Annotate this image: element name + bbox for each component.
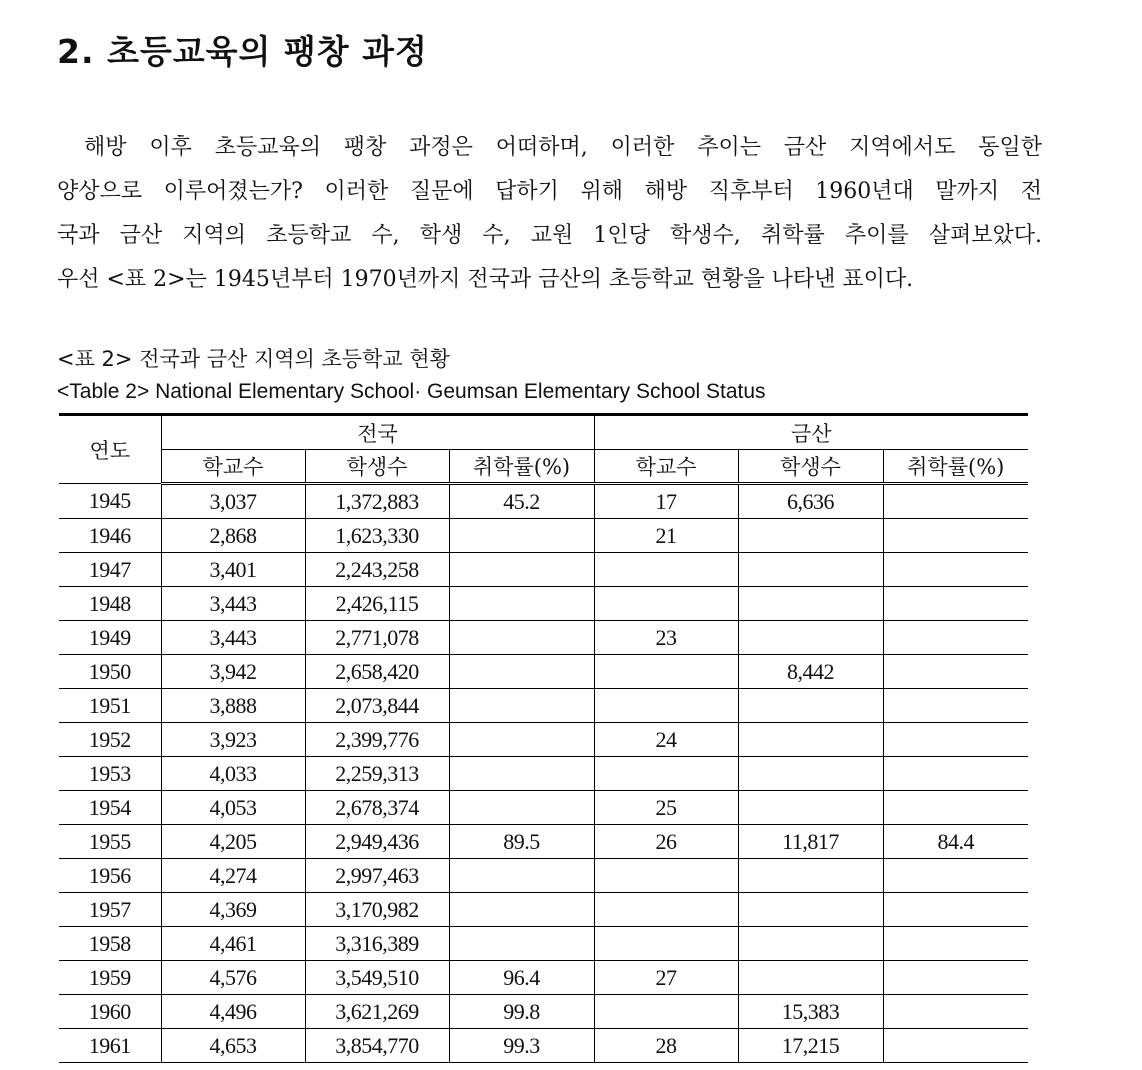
- table-cell: [738, 859, 883, 893]
- table-cell: 3,888: [161, 689, 305, 723]
- table-row: [59, 791, 1028, 825]
- table-cell: [883, 655, 1028, 689]
- table-row: [59, 825, 1028, 859]
- year-cell: 1946: [59, 519, 161, 553]
- table-cell: 1,623,330: [305, 519, 449, 553]
- table-cell: 2,678,374: [305, 791, 449, 825]
- table-cell: [738, 723, 883, 757]
- table-cell: 4,369: [161, 893, 305, 927]
- table-row: [59, 723, 1028, 757]
- table-cell: [738, 519, 883, 553]
- table-cell: 17,215: [738, 1029, 883, 1063]
- table-cell: [738, 553, 883, 587]
- year-cell: 1945: [59, 484, 161, 519]
- year-cell: 1947: [59, 553, 161, 587]
- table-caption-english: <Table 2> National Elementary School· Geumsan Elementary School Status: [57, 380, 766, 403]
- table-cell: 99.3: [449, 1029, 594, 1063]
- table-cell: [449, 587, 594, 621]
- table-cell: [738, 927, 883, 961]
- table-cell: [449, 893, 594, 927]
- table-cell: [883, 519, 1028, 553]
- table-cell: [594, 655, 738, 689]
- table-cell: [449, 791, 594, 825]
- table-cell: 4,205: [161, 825, 305, 859]
- table-cell: [738, 757, 883, 791]
- table-cell: 3,443: [161, 621, 305, 655]
- table-cell: [449, 553, 594, 587]
- table-cell: 11,817: [738, 825, 883, 859]
- table-cell: 28: [594, 1029, 738, 1063]
- section-heading: 2. 초등교육의 팽창 과정: [57, 32, 428, 71]
- year-cell: 1952: [59, 723, 161, 757]
- table-cell: 45.2: [449, 484, 594, 519]
- table-cell: 25: [594, 791, 738, 825]
- table-row: [59, 621, 1028, 655]
- paragraph-line: 국과 금산 지역의 초등학교 수, 학생 수, 교원 1인당 학생수, 취학률 추이를 살펴보았다.: [57, 223, 1042, 248]
- table-cell: 4,274: [161, 859, 305, 893]
- table-cell: [883, 893, 1028, 927]
- table-cell: [594, 859, 738, 893]
- table-cell: [883, 689, 1028, 723]
- table-cell: 3,621,269: [305, 995, 449, 1029]
- table-cell: [594, 927, 738, 961]
- table-row: [59, 484, 1028, 519]
- table-cell: 23: [594, 621, 738, 655]
- table-cell: 4,461: [161, 927, 305, 961]
- table-cell: 2,949,436: [305, 825, 449, 859]
- table-cell: 27: [594, 961, 738, 995]
- table-cell: 2,997,463: [305, 859, 449, 893]
- table-cell: [449, 655, 594, 689]
- year-cell: 1954: [59, 791, 161, 825]
- table-cell: [594, 553, 738, 587]
- table-cell: 4,033: [161, 757, 305, 791]
- table-cell: 89.5: [449, 825, 594, 859]
- table-cell: [449, 519, 594, 553]
- table-row: [59, 893, 1028, 927]
- national-group-header: 전국: [161, 415, 594, 450]
- table-cell: 3,170,982: [305, 893, 449, 927]
- table-row: [59, 587, 1028, 621]
- year-cell: 1955: [59, 825, 161, 859]
- year-cell: 1951: [59, 689, 161, 723]
- table-cell: 3,942: [161, 655, 305, 689]
- year-cell: 1957: [59, 893, 161, 927]
- table-cell: 4,496: [161, 995, 305, 1029]
- table-cell: [594, 689, 738, 723]
- paragraph-line: 양상으로 이루어졌는가? 이러한 질문에 답하기 위해 해방 직후부터 1960년대 말까지 전: [57, 179, 1042, 204]
- table-row: [59, 757, 1028, 791]
- table-cell: 3,401: [161, 553, 305, 587]
- school-status-table: [59, 413, 1028, 1063]
- table-cell: 15,383: [738, 995, 883, 1029]
- year-cell: 1953: [59, 757, 161, 791]
- table-cell: 3,316,389: [305, 927, 449, 961]
- column-header: 학교수: [594, 450, 738, 484]
- table-cell: 4,653: [161, 1029, 305, 1063]
- table-cell: 3,037: [161, 484, 305, 519]
- table-cell: 4,576: [161, 961, 305, 995]
- paragraph-line: 해방 이후 초등교육의 팽창 과정은 어떠하며, 이러한 추이는 금산 지역에서도 동일한: [84, 135, 1042, 160]
- column-header: 취학률(%): [883, 450, 1028, 484]
- table-cell: 3,923: [161, 723, 305, 757]
- year-cell: 1949: [59, 621, 161, 655]
- table-cell: 26: [594, 825, 738, 859]
- table-cell: [883, 995, 1028, 1029]
- column-header: 학생수: [305, 450, 449, 484]
- table-cell: [594, 893, 738, 927]
- table-row: [59, 553, 1028, 587]
- year-header: 연도: [59, 415, 161, 484]
- year-cell: 1950: [59, 655, 161, 689]
- table-cell: [738, 587, 883, 621]
- table-cell: [449, 621, 594, 655]
- table-cell: 4,053: [161, 791, 305, 825]
- table-cell: [738, 689, 883, 723]
- table-row: [59, 655, 1028, 689]
- table-cell: 2,259,313: [305, 757, 449, 791]
- table-cell: 3,443: [161, 587, 305, 621]
- year-cell: 1948: [59, 587, 161, 621]
- table-cell: [883, 757, 1028, 791]
- table-cell: [449, 757, 594, 791]
- table-cell: [883, 723, 1028, 757]
- table-row: [59, 519, 1028, 553]
- table-cell: 6,636: [738, 484, 883, 519]
- table-cell: [594, 757, 738, 791]
- table-cell: [883, 621, 1028, 655]
- table-cell: [449, 859, 594, 893]
- paragraph-line: 우선 <표 2>는 1945년부터 1970년까지 전국과 금산의 초등학교 현황을 나타낸 표이다.: [57, 267, 914, 292]
- table-cell: [594, 995, 738, 1029]
- table-cell: [738, 791, 883, 825]
- column-header: 학생수: [738, 450, 883, 484]
- table-cell: [883, 859, 1028, 893]
- table-cell: 17: [594, 484, 738, 519]
- column-header: 취학률(%): [449, 450, 594, 484]
- table-caption-korean: <표 2> 전국과 금산 지역의 초등학교 현황: [57, 347, 450, 371]
- table-cell: [883, 484, 1028, 519]
- table-cell: 2,243,258: [305, 553, 449, 587]
- table-cell: 2,399,776: [305, 723, 449, 757]
- table-row: [59, 961, 1028, 995]
- table-row: [59, 927, 1028, 961]
- table-cell: 24: [594, 723, 738, 757]
- table-row: [59, 859, 1028, 893]
- table-cell: [883, 1029, 1028, 1063]
- table-body: [59, 484, 1028, 1063]
- year-cell: 1958: [59, 927, 161, 961]
- table-cell: [449, 723, 594, 757]
- table-cell: [883, 961, 1028, 995]
- year-cell: 1961: [59, 1029, 161, 1063]
- table-cell: [738, 961, 883, 995]
- table-cell: [449, 927, 594, 961]
- table-cell: [883, 587, 1028, 621]
- table-cell: 1,372,883: [305, 484, 449, 519]
- table-cell: 99.8: [449, 995, 594, 1029]
- table-cell: 2,658,420: [305, 655, 449, 689]
- year-cell: 1960: [59, 995, 161, 1029]
- table-cell: 3,549,510: [305, 961, 449, 995]
- geumsan-group-header: 금산: [594, 415, 1028, 450]
- table-cell: 2,426,115: [305, 587, 449, 621]
- table-cell: [594, 587, 738, 621]
- table-cell: [738, 893, 883, 927]
- table-row: [59, 1029, 1028, 1063]
- table-cell: 84.4: [883, 825, 1028, 859]
- table-cell: 8,442: [738, 655, 883, 689]
- year-cell: 1956: [59, 859, 161, 893]
- body-paragraph: [57, 126, 1042, 302]
- table-cell: [883, 553, 1028, 587]
- table-cell: 96.4: [449, 961, 594, 995]
- table-cell: 3,854,770: [305, 1029, 449, 1063]
- column-header: 학교수: [161, 450, 305, 484]
- table-cell: [449, 689, 594, 723]
- table-cell: [883, 791, 1028, 825]
- table-row: [59, 995, 1028, 1029]
- table-cell: [738, 621, 883, 655]
- table-cell: 2,771,078: [305, 621, 449, 655]
- year-cell: 1959: [59, 961, 161, 995]
- table-cell: 2,868: [161, 519, 305, 553]
- table-cell: 2,073,844: [305, 689, 449, 723]
- table-cell: [883, 927, 1028, 961]
- table-row: [59, 689, 1028, 723]
- table-cell: 21: [594, 519, 738, 553]
